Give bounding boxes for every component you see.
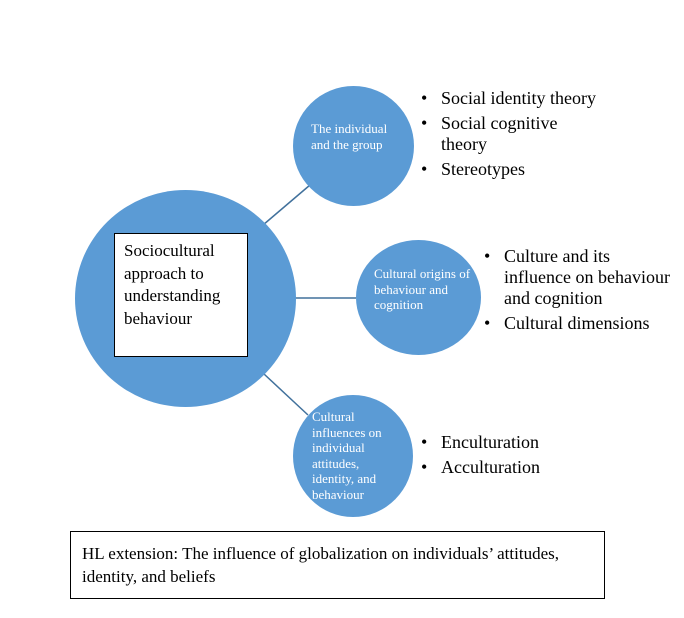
bullet-item: • Stereotypes	[419, 159, 599, 180]
bullets-cultural-influences	[419, 432, 599, 478]
bullets-individual-group	[419, 88, 599, 180]
bullet-item: • Social identity theory	[419, 88, 599, 109]
node-label-cultural-origins: Cultural origins of behaviour and cognition	[374, 266, 471, 312]
hl-extension-text: HL extension: The influence of globalization on individuals’ attitudes, identity, and beliefs	[82, 544, 559, 586]
bullet-item: • Cultural dimensions	[482, 313, 677, 334]
bullet-item: • Acculturation	[419, 457, 599, 478]
central-label-box	[114, 233, 248, 357]
bullets-cultural-origins	[482, 246, 677, 334]
node-label-individual-group: The individual and the group	[311, 121, 388, 152]
bullet-item: • Social cognitive theory	[419, 113, 599, 155]
node-label-cultural-influences: Cultural influences on individual attitudes, identity, and behaviour	[312, 409, 382, 502]
bullet-item: • Culture and its influence on behaviour and cognition	[482, 246, 677, 309]
hl-extension-box	[70, 531, 605, 599]
connector-individual-group	[263, 185, 310, 225]
connector-cultural-influences	[264, 374, 308, 415]
bullet-item: • Enculturation	[419, 432, 599, 453]
central-label: Sociocultural approach to understanding behaviour	[124, 241, 221, 328]
